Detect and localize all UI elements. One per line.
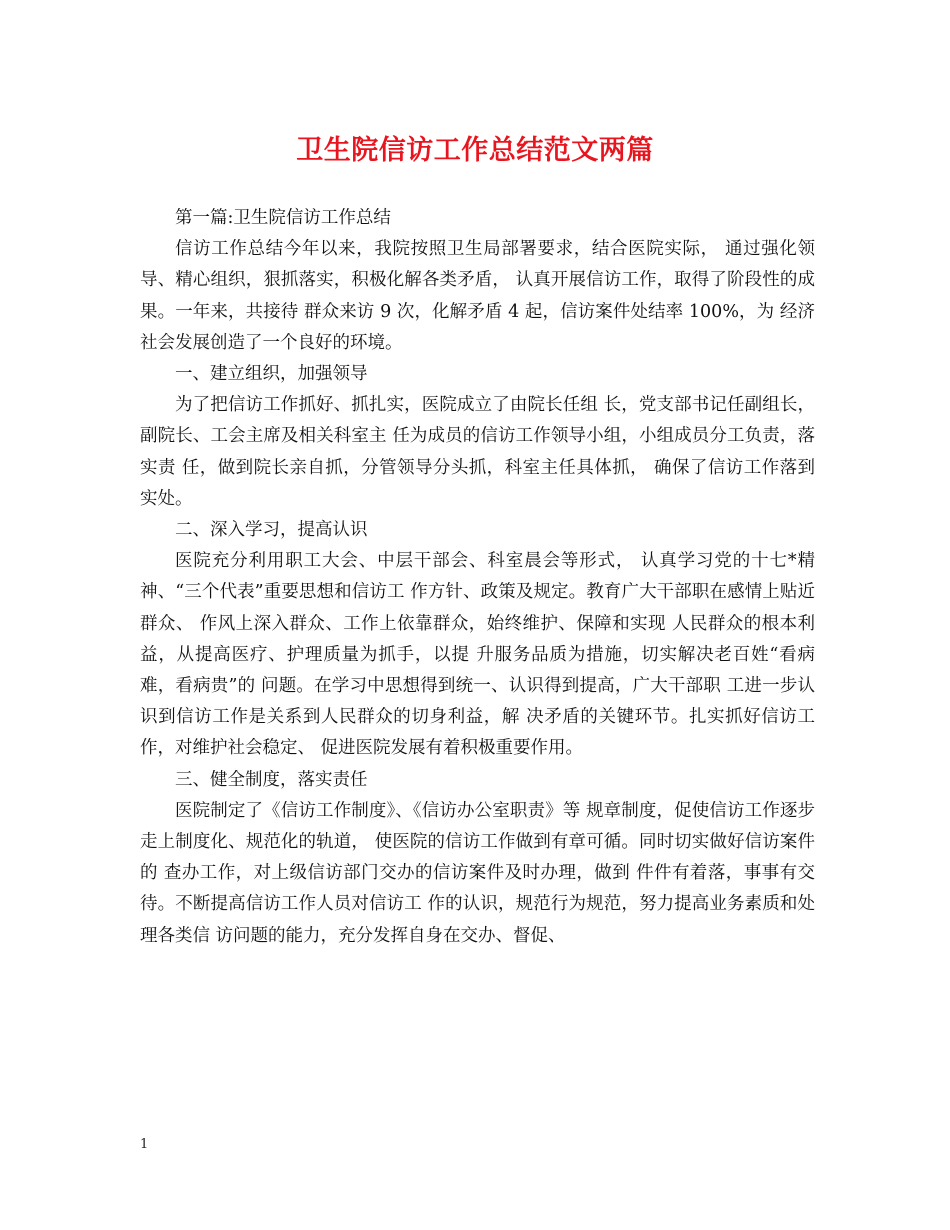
section-heading: 三、健全制度，落实责任 (175, 769, 368, 790)
paragraph: 为了把信访工作抓好、抓扎实，医院成立了由院长任组 长，党支部书记任副组长，副院长、工会主席及相关科室主 任为成员的信访工作领导小组，小组成员分工负责，落实责 任，做到院长亲自抓，分管领导分头抓，科室主任具体抓， 确保了信访工作落到实处。 (140, 395, 815, 509)
document-title: 卫生院信访工作总结范文两篇 (296, 135, 654, 166)
paragraph: 医院充分利用职工大会、中层干部会、科室晨会等形式， 认真学习党的十七*精神、“三个代表”重要思想和信访工 作方针、政策及规定。教育广大干部职在感情上贴近群众、 作风上深入群众、工作上依靠群众，始终维护、保障和实现 人民群众的根本利益，从提高医疗、护理质量为抓手，以提 升服务品质为措施，切实解决老百姓“看病难，看病贵”的 问题。在学习中思想得到统一、认识得到提高，广大干部职 工进一步认识到信访工作是关系到人民群众的切身利益，解 决矛盾的关键环节。扎实抓好信访工作，对维护社会稳定、 促进医院发展有着积极重要作用。 (140, 551, 815, 759)
page-number: 1 (140, 1137, 149, 1152)
section-heading: 第一篇:卫生院信访工作总结 (175, 208, 391, 228)
section-heading: 二、深入学习，提高认识 (175, 520, 368, 541)
document-body (140, 203, 815, 952)
paragraph: 信访工作总结今年以来，我院按照卫生局部署要求，结合医院实际， 通过强化领导、精心组织，狠抓落实，积极化解各类矛盾， 认真开展信访工作，取得了阶段性的成果。一年来，共接待 群众来访 9 次，化解矛盾 4 起，信访案件处结率 100%，为 经济社会发展创造了一个良好的环境。 (140, 239, 815, 353)
paragraph: 医院制定了《信访工作制度》、《信访办公室职责》等 规章制度，促使信访工作逐步走上制度化、规范化的轨道， 使医院的信访工作做到有章可循。同时切实做好信访案件的 查办工作，对上级信访部门交办的信访案件及时办理，做到 件件有着落，事事有交待。不断提高信访工作人员对信访工 作的认识，规范行为规范，努力提高业务素质和处理各类信 访问题的能力，充分发挥自身在交办、督促、 (140, 800, 815, 946)
section-heading: 一、建立组织，加强领导 (175, 364, 368, 385)
